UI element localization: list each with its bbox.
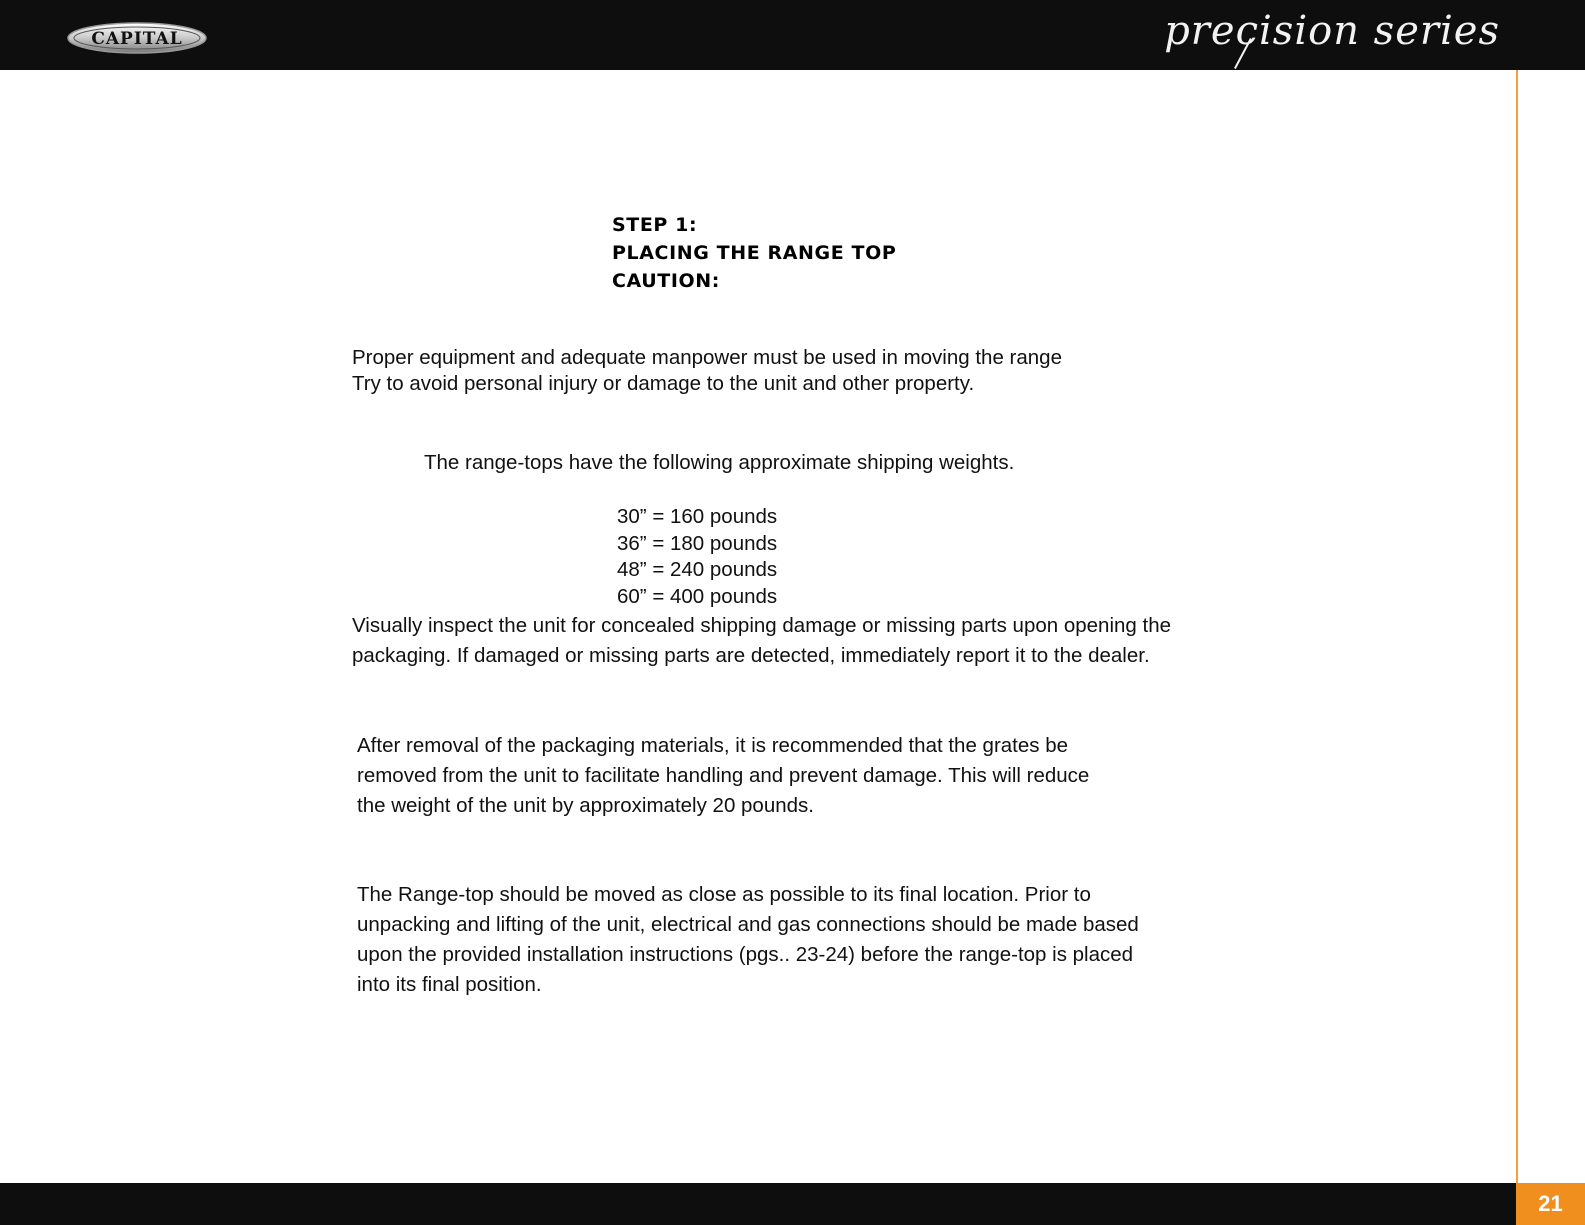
inspect-line-1: Visually inspect the unit for concealed shipping damage or missing parts upon opening the bbox=[352, 614, 1171, 637]
weights-intro: The range-tops have the following approximate shipping weights. bbox=[424, 451, 1015, 474]
series-title: precision series bbox=[1164, 8, 1500, 54]
capital-logo bbox=[67, 21, 207, 55]
grates-line-3: the weight of the unit by approximately 20 pounds. bbox=[357, 794, 814, 817]
placement-line-3: upon the provided installation instructions (pgs.. 23-24) before the range-top is placed bbox=[357, 943, 1134, 966]
caution-line-2: Try to avoid personal injury or damage to the unit and other property. bbox=[352, 372, 975, 395]
placement-line-1: The Range-top should be moved as close as possible to its final location. Prior to bbox=[357, 883, 1091, 906]
placement-line-4: into its final position. bbox=[357, 973, 542, 996]
placement-line-2: unpacking and lifting of the unit, electrical and gas connections should be made based bbox=[357, 913, 1139, 936]
grates-line-2: removed from the unit to facilitate handling and prevent damage. This will reduce bbox=[357, 764, 1090, 787]
inspect-paragraph bbox=[352, 611, 1171, 671]
orange-margin-rule bbox=[1516, 70, 1518, 1183]
caution-heading: CAUTION: bbox=[612, 270, 720, 292]
page-number: 21 bbox=[1516, 1183, 1585, 1225]
grates-line-1: After removal of the packaging materials, it is recommended that the grates be bbox=[357, 734, 1069, 757]
capital-logo-text: CAPITAL bbox=[91, 29, 183, 49]
weight-item-30: 30” = 160 pounds bbox=[617, 505, 778, 528]
weight-item-48: 48” = 240 pounds bbox=[617, 558, 778, 581]
caution-line-1: Proper equipment and adequate manpower must be used in moving the range bbox=[352, 346, 1062, 369]
grates-paragraph bbox=[357, 731, 1089, 821]
weights-list bbox=[617, 504, 777, 610]
weight-item-36: 36” = 180 pounds bbox=[617, 531, 778, 555]
inspect-line-2: packaging. If damaged or missing parts are detected, immediately report it to the dealer. bbox=[352, 644, 1150, 667]
placement-paragraph bbox=[357, 880, 1139, 1000]
footer-bar bbox=[0, 1183, 1585, 1225]
step-heading: STEP 1: bbox=[612, 214, 698, 236]
section-heading: PLACING THE RANGE TOP bbox=[612, 242, 897, 264]
weight-item-60: 60” = 400 pounds bbox=[617, 584, 778, 608]
